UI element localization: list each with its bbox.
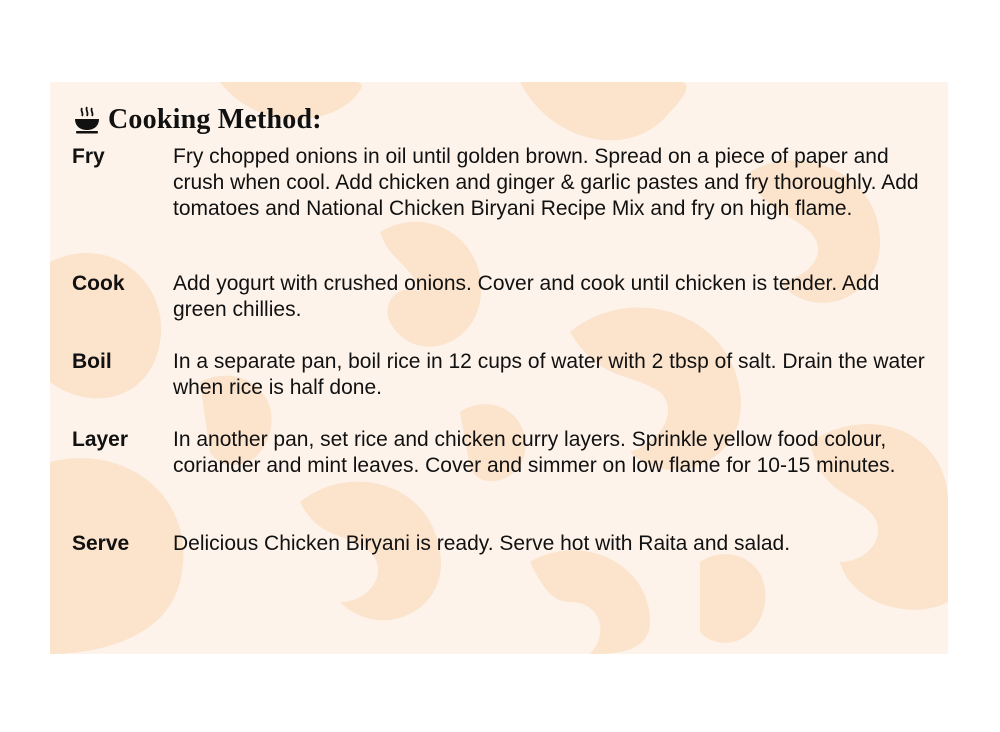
steaming-bowl-icon — [72, 105, 102, 135]
step-cook — [72, 271, 932, 323]
step-label: Layer — [72, 428, 129, 451]
step-text: In another pan, set rice and chicken curry layers. Sprinkle yellow food colour, coriander and mint leaves. Cover and simmer on low flame for 10-15 minutes. — [173, 428, 896, 477]
step-label: Cook — [72, 272, 125, 295]
step-text: Fry chopped onions in oil until golden brown. Spread on a piece of paper and crush when cool. Add chicken and ginger & garlic pastes and fry thoroughly. Add tomatoes and National Chicken Biryani Recipe Mix and fry on high flame. — [173, 145, 919, 220]
section-title: Cooking Method: — [108, 104, 322, 135]
step-label: Fry — [72, 145, 105, 168]
step-fry — [72, 144, 932, 222]
step-label: Serve — [72, 532, 130, 555]
step-text: Delicious Chicken Biryani is ready. Serve hot with Raita and salad. — [173, 532, 791, 555]
step-label: Boil — [72, 350, 112, 373]
section-heading — [72, 102, 322, 138]
recipe-card — [50, 82, 948, 654]
step-text: In a separate pan, boil rice in 12 cups of water with 2 tbsp of salt. Drain the water when rice is half done. — [173, 350, 925, 399]
step-boil — [72, 349, 932, 401]
step-serve — [72, 531, 932, 557]
step-layer — [72, 427, 932, 479]
step-text: Add yogurt with crushed onions. Cover and cook until chicken is tender. Add green chillies. — [173, 272, 880, 321]
